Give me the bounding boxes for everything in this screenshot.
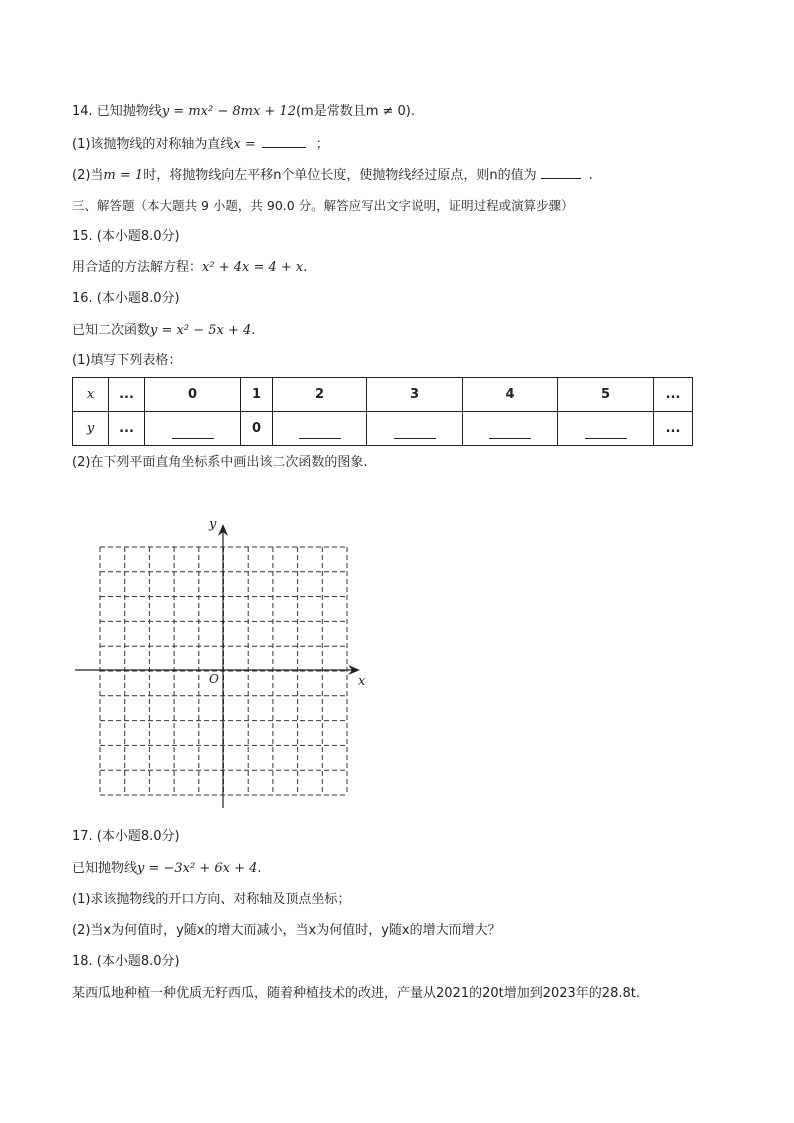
q15-title: 15. (本小题8.0分) <box>72 229 180 244</box>
q14-part2-mid: 时，将抛物线向左平移n个单位长度，使抛物线经过原点，则n的值为 <box>143 168 537 183</box>
q14-part1-eq: x = <box>233 137 256 152</box>
q14-condition: (m是常数且m ≠ 0). <box>295 104 416 119</box>
q17-title: 17. (本小题8.0分) <box>72 829 180 844</box>
y-blank-0[interactable] <box>145 412 241 446</box>
y-value-1: 0 <box>241 412 273 446</box>
x-value-3: 3 <box>367 378 463 412</box>
y-ellipsis-right: ... <box>654 412 693 446</box>
q14-part1-suffix: ； <box>315 137 329 152</box>
table-row-y <box>73 412 693 446</box>
q16-part2: (2)在下列平面直角坐标系中画出该二次函数的图象. <box>72 455 368 470</box>
q17-stem-prefix: 已知抛物线 <box>72 861 138 876</box>
y-ellipsis-left: ... <box>109 412 145 446</box>
x-value-5: 5 <box>558 378 654 412</box>
q14-stem <box>72 103 415 121</box>
q16-stem <box>72 322 255 340</box>
coordinate-plane <box>70 510 380 815</box>
section3-heading: 三、解答题（本大题共 9 小题，共 90.0 分。解答应写出文字说明，证明过程或演算步骤） <box>72 198 574 213</box>
q17-stem <box>72 860 262 878</box>
table-row-x <box>73 378 693 412</box>
y-blank-line <box>585 418 627 439</box>
x-ellipsis-left: ... <box>109 378 145 412</box>
q14-part2-eq: m = 1 <box>103 168 144 183</box>
q14-part2-prefix: (2)当 <box>72 168 104 183</box>
q17-equation: y = −3x² + 6x + 4. <box>137 861 262 876</box>
q16-stem-prefix: 已知二次函数 <box>72 323 151 338</box>
q17-part2: (2)当x为何值时，y随x的增大而减小，当x为何值时，y随x的增大而增大？ <box>72 923 501 938</box>
q14-part2-blank[interactable] <box>541 165 581 179</box>
q14-equation: y = mx² − 8mx + 12 <box>161 104 296 119</box>
value-table <box>72 377 693 446</box>
q18-body: 某西瓜地种植一种优质无籽西瓜，随着种植技术的改进，产量从2021的20t增加到2023年的28.8t. <box>72 986 640 1001</box>
q15-body <box>72 259 307 277</box>
x-value-4: 4 <box>463 378 558 412</box>
q15-equation: x² + 4x = 4 + x. <box>202 260 308 275</box>
y-blank-4[interactable] <box>463 412 558 446</box>
q14-part2 <box>72 165 593 185</box>
y-blank-2[interactable] <box>273 412 367 446</box>
x-value-1: 1 <box>241 378 273 412</box>
q16-equation: y = x² − 5x + 4. <box>150 323 256 338</box>
y-blank-line <box>489 418 531 439</box>
q18-title: 18. (本小题8.0分) <box>72 954 180 969</box>
q14-part1-prefix: (1)该抛物线的对称轴为直线 <box>72 137 234 152</box>
q14-part1 <box>72 134 329 154</box>
x-ellipsis-right: ... <box>654 378 693 412</box>
y-row-label: y <box>73 412 109 446</box>
y-blank-line <box>394 418 436 439</box>
x-value-0: 0 <box>145 378 241 412</box>
q14-stem-prefix: 14. 已知抛物线 <box>72 104 162 119</box>
y-blank-line <box>172 418 214 439</box>
x-value-2: 2 <box>273 378 367 412</box>
y-blank-5[interactable] <box>558 412 654 446</box>
y-blank-line <box>299 418 341 439</box>
x-axis-label: x <box>358 674 366 689</box>
origin-label: O <box>209 672 219 686</box>
q17-part1: (1)求该抛物线的开口方向、对称轴及顶点坐标； <box>72 892 351 907</box>
q15-body-prefix: 用合适的方法解方程： <box>72 260 203 275</box>
q14-part2-suffix: . <box>588 168 593 183</box>
y-axis-label: y <box>209 517 217 532</box>
y-blank-3[interactable] <box>367 412 463 446</box>
x-row-label: x <box>73 378 109 412</box>
q16-part1: (1)填写下列表格： <box>72 353 182 368</box>
q16-title: 16. (本小题8.0分) <box>72 291 180 306</box>
q14-part1-blank[interactable] <box>262 134 306 148</box>
